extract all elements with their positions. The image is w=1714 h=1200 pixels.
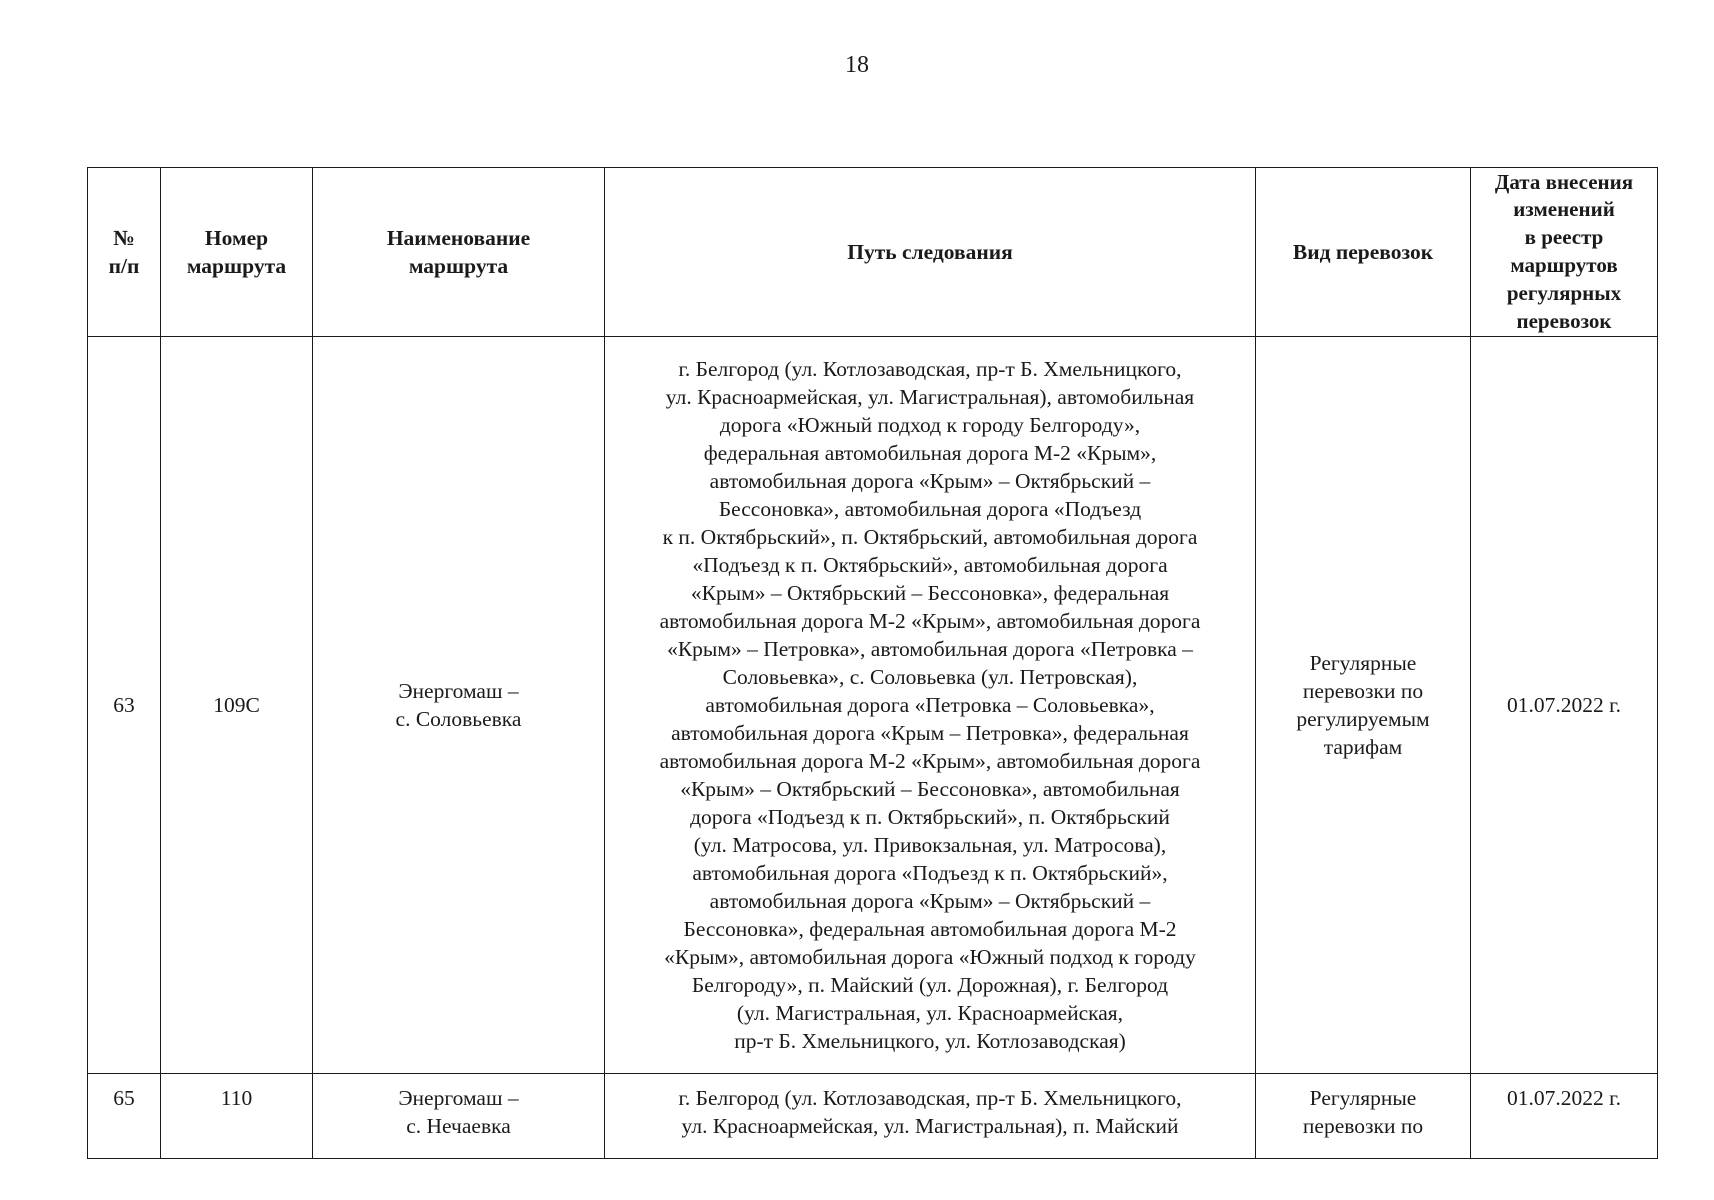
- cell-transport-type: [1256, 337, 1471, 1074]
- text-line: автомобильная дорога М-2 «Крым», автомобильная дорога: [659, 749, 1201, 773]
- text-line: автомобильная дорога М-2 «Крым», автомобильная дорога: [659, 609, 1201, 633]
- cell-route-name: [313, 337, 605, 1074]
- cell-transport-type: [1256, 1074, 1471, 1159]
- cell-route-number: 109С: [161, 337, 313, 1074]
- text-line: автомобильная дорога «Крым» – Октябрьский –: [709, 889, 1151, 913]
- header-change-date: Дата внесения изменений в реестр маршрутов регулярных перевозок: [1471, 168, 1658, 337]
- cell-index: 63: [88, 337, 161, 1074]
- page-number: 18: [845, 52, 869, 78]
- text-line: пр-т Б. Хмельницкого, ул. Котлозаводская): [734, 1029, 1126, 1053]
- table-row: [88, 337, 1658, 1074]
- text-line: к п. Октябрьский», п. Октябрьский, автомобильная дорога: [662, 525, 1198, 549]
- route-name-lines: [317, 1084, 600, 1140]
- table-row: [88, 1074, 1658, 1159]
- text-line: (ул. Магистральная, ул. Красноармейская,: [736, 1001, 1124, 1025]
- cell-change-date: 01.07.2022 г.: [1471, 337, 1658, 1074]
- text-line: «Подъезд к п. Октябрьский», автомобильная дорога: [692, 553, 1168, 577]
- text-line: «Крым», автомобильная дорога «Южный подход к городу: [664, 945, 1196, 969]
- text-line: дорога «Южный подход к городу Белгороду»,: [719, 413, 1141, 437]
- header-index: № п/п: [88, 168, 161, 337]
- cell-route-name: [313, 1074, 605, 1159]
- cell-change-date: 01.07.2022 г.: [1471, 1074, 1658, 1159]
- route-path-lines: [613, 355, 1247, 1055]
- text-line: перевозки по: [1302, 679, 1424, 703]
- text-line: с. Соловьевка: [395, 707, 522, 731]
- text-line: г. Белгород (ул. Котлозаводская, пр-т Б. Хмельницкого,: [678, 357, 1182, 381]
- text-line: дорога «Подъезд к п. Октябрьский», п. Октябрьский: [690, 805, 1170, 829]
- text-line: «Крым» – Октябрьский – Бессоновка», автомобильная: [680, 777, 1180, 801]
- route-name-lines: [317, 677, 600, 733]
- text-line: Энергомаш –: [398, 1086, 519, 1110]
- text-line: автомобильная дорога «Крым» – Октябрьский –: [709, 469, 1151, 493]
- text-line: тарифам: [1323, 735, 1403, 759]
- route-registry-table: [87, 167, 1658, 1159]
- text-line: ул. Красноармейская, ул. Магистральная), автомобильная: [665, 385, 1195, 409]
- text-line: регулируемым: [1296, 707, 1430, 731]
- transport-type-lines: [1260, 649, 1466, 761]
- text-line: Регулярные: [1309, 651, 1417, 675]
- text-line: перевозки по: [1302, 1114, 1424, 1138]
- text-line: Бессоновка», федеральная автомобильная дорога М-2: [683, 917, 1177, 941]
- header-route-name: Наименование маршрута: [313, 168, 605, 337]
- text-line: автомобильная дорога «Крым – Петровка», федеральная: [671, 721, 1189, 745]
- text-line: с. Нечаевка: [406, 1114, 511, 1138]
- text-line: «Крым» – Октябрьский – Бессоновка», федеральная: [690, 581, 1170, 605]
- text-line: г. Белгород (ул. Котлозаводская, пр-т Б. Хмельницкого,: [678, 1086, 1182, 1110]
- text-line: автомобильная дорога «Подъезд к п. Октябрьский»,: [692, 861, 1168, 885]
- text-line: (ул. Матросова, ул. Привокзальная, ул. Матросова),: [693, 833, 1167, 857]
- text-line: «Крым» – Петровка», автомобильная дорога «Петровка –: [667, 637, 1193, 661]
- header-route-number: Номер маршрута: [161, 168, 313, 337]
- cell-route-number: 110: [161, 1074, 313, 1159]
- cell-index: 65: [88, 1074, 161, 1159]
- table-header-row: [88, 168, 1658, 337]
- text-line: автомобильная дорога «Петровка – Соловьевка»,: [705, 693, 1155, 717]
- text-line: Белгороду», п. Майский (ул. Дорожная), г. Белгород: [691, 973, 1169, 997]
- cell-route-path: [605, 337, 1256, 1074]
- text-line: Соловьевка», с. Соловьевка (ул. Петровская),: [722, 665, 1138, 689]
- text-line: федеральная автомобильная дорога М-2 «Крым»,: [703, 441, 1157, 465]
- text-line: Бессоновка», автомобильная дорога «Подъезд: [718, 497, 1142, 521]
- text-line: Регулярные: [1309, 1086, 1417, 1110]
- transport-type-lines: [1260, 1084, 1466, 1140]
- route-path-lines: [609, 1084, 1251, 1140]
- cell-route-path: [605, 1074, 1256, 1159]
- text-line: ул. Красноармейская, ул. Магистральная), п. Майский: [681, 1114, 1179, 1138]
- header-route-path: Путь следования: [605, 168, 1256, 337]
- header-transport-type: Вид перевозок: [1256, 168, 1471, 337]
- text-line: Энергомаш –: [398, 679, 519, 703]
